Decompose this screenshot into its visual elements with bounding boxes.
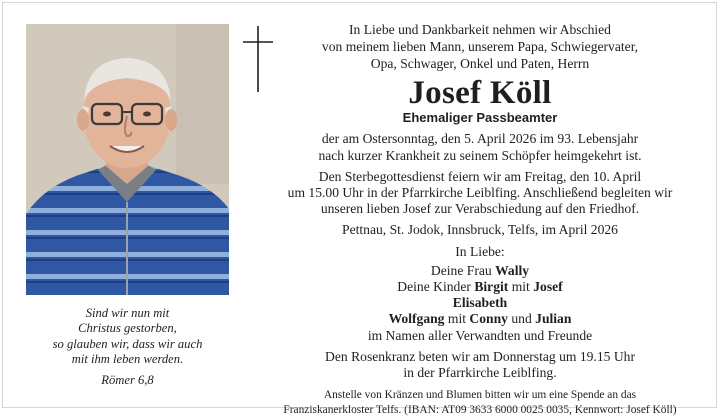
family-wife xyxy=(262,263,698,279)
profession: Ehemaliger Passbeamter xyxy=(402,110,558,126)
family-text: mit xyxy=(508,279,534,295)
intro-line: In Liebe und Dankbarkeit nehmen wir Abschied xyxy=(349,22,611,37)
service-line: um 15.00 Uhr in der Pfarrkirche Leiblfing. Anschließend begleiten wir xyxy=(287,185,673,200)
rosary-line: in der Pfarrkirche Leiblfing. xyxy=(403,365,557,381)
rosary-line: Den Rosenkranz beten wir am Donnerstag um 19.15 Uhr xyxy=(325,348,635,364)
family-text: Deine Frau xyxy=(430,262,496,278)
family-member-name: Elisabeth xyxy=(452,295,508,311)
family-children xyxy=(262,279,698,295)
portrait-illustration xyxy=(26,24,229,295)
portrait-photo xyxy=(26,24,229,295)
verse-reference: Römer 6,8 xyxy=(101,373,154,388)
death-line: nach kurzer Krankheit zu seinem Schöpfer heimgekehrt ist. xyxy=(318,147,642,163)
service-line: unseren lieben Josef zur Verabschiedung auf den Friedhof. xyxy=(320,201,640,217)
family-member-name: Josef xyxy=(533,279,563,295)
family-member-name: Birgit xyxy=(474,279,509,295)
family-relatives: im Namen aller Verwandten und Freunde xyxy=(367,327,593,343)
family-member-name: Conny xyxy=(469,311,508,327)
death-line: der am Ostersonntag, den 5. April 2026 im 93. Lebensjahr xyxy=(321,131,639,147)
family-heading: In Liebe: xyxy=(455,243,505,259)
obituary-text xyxy=(262,22,698,417)
place-date: Pettnau, St. Jodok, Innsbruck, Telfs, im April 2026 xyxy=(342,222,618,238)
donation-line: Anstelle von Kränzen und Blumen bitten wir um eine Spende an das xyxy=(323,389,637,402)
family-text: Deine Kinder xyxy=(397,279,475,295)
intro-line: Opa, Schwager, Onkel und Paten, Herrn xyxy=(370,55,590,71)
family-member-name: Julian xyxy=(535,311,572,327)
family-member-name: Wolfgang xyxy=(388,311,445,327)
verse-line: so glauben wir, dass wir auch xyxy=(52,336,203,351)
bible-verse xyxy=(26,306,229,388)
family-grandchildren xyxy=(262,311,698,327)
deceased-name: Josef Köll xyxy=(408,75,552,112)
service-line: Den Sterbegottesdienst feiern wir am Freitag, den 10. April xyxy=(318,168,642,184)
family-text: und xyxy=(507,311,536,327)
verse-line: Sind wir nun mit xyxy=(85,306,170,320)
verse-line: Christus gestorben, xyxy=(78,321,177,336)
family-text: mit xyxy=(444,311,470,327)
donation-line: Franziskanerkloster Telfs. (IBAN: AT09 3633 6000 0025 0035, Kennwort: Josef Köll) xyxy=(283,403,677,416)
verse-line: mit ihm leben werden. xyxy=(71,351,184,366)
intro-line: von meinem lieben Mann, unserem Papa, Schwiegervater, xyxy=(321,38,639,54)
family-member-name: Wally xyxy=(495,262,530,278)
